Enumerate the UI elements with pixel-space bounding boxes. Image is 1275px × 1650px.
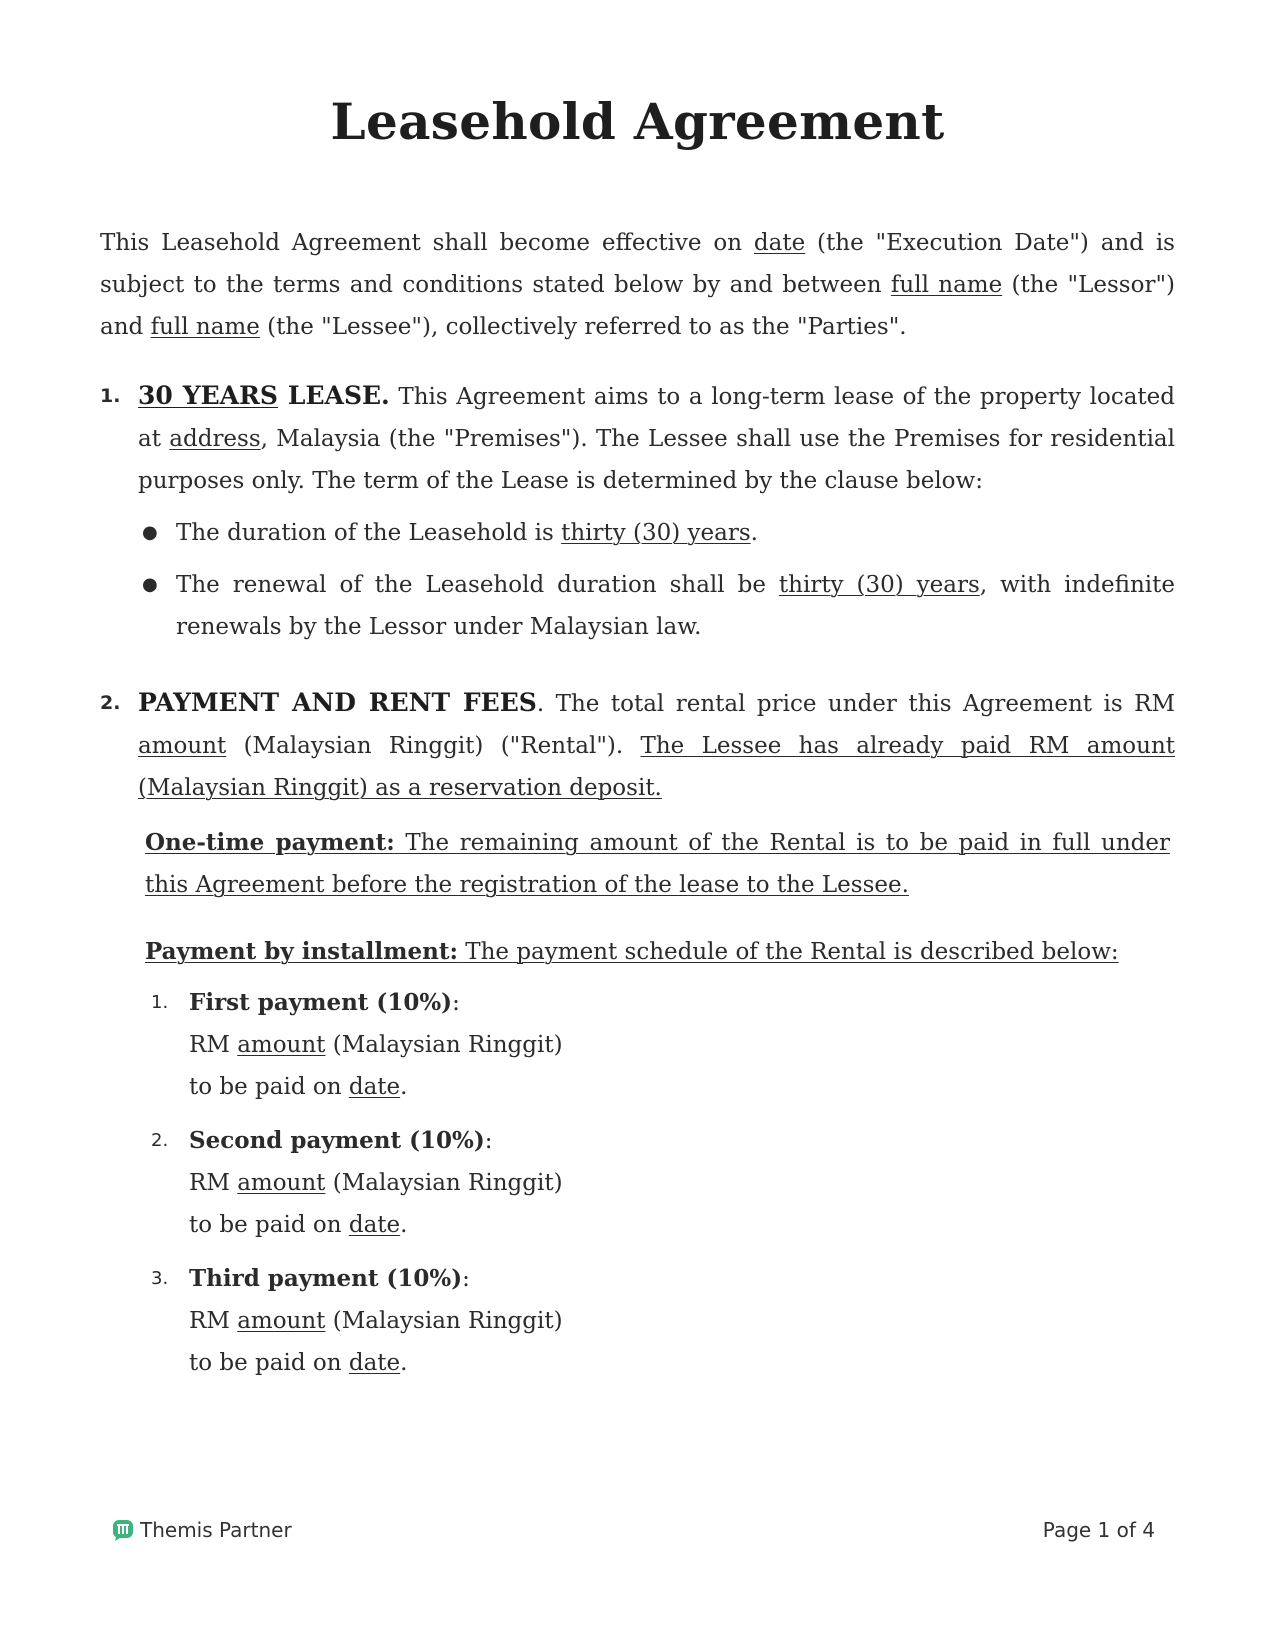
- lessor-name-field[interactable]: full name: [890, 272, 1003, 298]
- execution-date-field[interactable]: date: [753, 230, 806, 256]
- item-number: 2.: [151, 1130, 169, 1151]
- section-paragraph: PAYMENT AND RENT FEES. The total rental price under this Agreement is RM amount (Malaysian Ringgit) ("Rental"). The Lessee has already paid RM amount (Malaysian Ringgit) as a reservation deposit.: [138, 688, 1176, 801]
- payment-schedule-list: [145, 982, 745, 1396]
- installment-payment-option[interactable]: Payment by installment: The payment schedule of the Rental is described below:: [145, 938, 1119, 965]
- list-item: ● The duration of the Leasehold is thirty (30) years.: [138, 512, 1175, 554]
- rental-amount-field[interactable]: amount: [138, 733, 227, 759]
- intro-text: (the "Lessor") and: [100, 272, 1175, 340]
- lease-term-list: [138, 512, 1175, 648]
- section-paragraph: 30 YEARS LEASE. This Agreement aims to a long-term lease of the property located at address, Malaysia (the "Premises"). The Lessee shall use the Premises for residential purposes only. The term of the Lease is determined by the clause below:: [138, 381, 1176, 494]
- renewal-duration-field[interactable]: thirty (30) years: [778, 572, 980, 598]
- brand-name: Themis Partner: [140, 1518, 292, 1542]
- one-time-payment-option[interactable]: One-time payment: The remaining amount of the Rental is to be paid in full under this Agreement before the registration of the lease to the Lessee.: [145, 829, 1170, 898]
- payment-amount-field[interactable]: amount: [237, 1170, 326, 1196]
- payment-date-field[interactable]: date: [348, 1074, 401, 1100]
- themis-logo-icon: [112, 1519, 134, 1541]
- item-number: 1.: [151, 992, 169, 1013]
- intro-text: (the "Lessee"), collectively referred to as the "Parties".: [259, 314, 907, 340]
- payment-title: Second payment (10%): [189, 1127, 485, 1154]
- item-number: 3.: [151, 1268, 169, 1289]
- document-title: Leasehold Agreement: [330, 92, 945, 151]
- section-payment: [100, 682, 1175, 809]
- option-label: Payment by installment:: [145, 938, 458, 965]
- intro-paragraph: [100, 222, 1175, 348]
- page-number: Page 1 of 4: [1042, 1518, 1155, 1542]
- deposit-clause[interactable]: The Lessee has already paid RM amount (Malaysian Ringgit) as a reservation deposit.: [138, 733, 1175, 801]
- duration-field[interactable]: thirty (30) years: [561, 520, 751, 546]
- section-number: 2.: [100, 692, 121, 714]
- bullet-icon: ●: [142, 574, 158, 595]
- lessee-name-field[interactable]: full name: [150, 314, 260, 340]
- option-label: One-time payment:: [145, 829, 395, 856]
- payment-title: First payment (10%): [189, 989, 453, 1016]
- payment-date-field[interactable]: date: [348, 1350, 401, 1376]
- section-number: 1.: [100, 385, 121, 407]
- payment-date-field[interactable]: date: [348, 1212, 401, 1238]
- payment-amount-field[interactable]: amount: [237, 1308, 326, 1334]
- payment-item: 1. First payment (10%): RM amount (Malaysian Ringgit) to be paid on date.: [145, 982, 745, 1108]
- intro-text: (the "Execution Date") and is subject to the terms and conditions stated below by and between: [100, 230, 1175, 298]
- bullet-icon: ●: [142, 522, 158, 543]
- list-item: ● The renewal of the Leasehold duration shall be thirty (30) years, with indefinite renewals by the Lessor under Malaysian law.: [138, 564, 1175, 648]
- footer-brand: [112, 1518, 292, 1542]
- payment-item: 2. Second payment (10%): RM amount (Malaysian Ringgit) to be paid on date.: [145, 1120, 745, 1246]
- section-heading: 30 YEARS LEASE.: [138, 381, 390, 410]
- intro-text: This Leasehold Agreement shall become effective on: [100, 230, 754, 256]
- payment-title: Third payment (10%): [189, 1265, 463, 1292]
- payment-item: 3. Third payment (10%): RM amount (Malaysian Ringgit) to be paid on date.: [145, 1258, 745, 1384]
- section-lease-term: [100, 375, 1175, 658]
- section-heading: PAYMENT AND RENT FEES: [138, 688, 537, 717]
- address-field[interactable]: address: [169, 426, 261, 452]
- payment-amount-field[interactable]: amount: [237, 1032, 326, 1058]
